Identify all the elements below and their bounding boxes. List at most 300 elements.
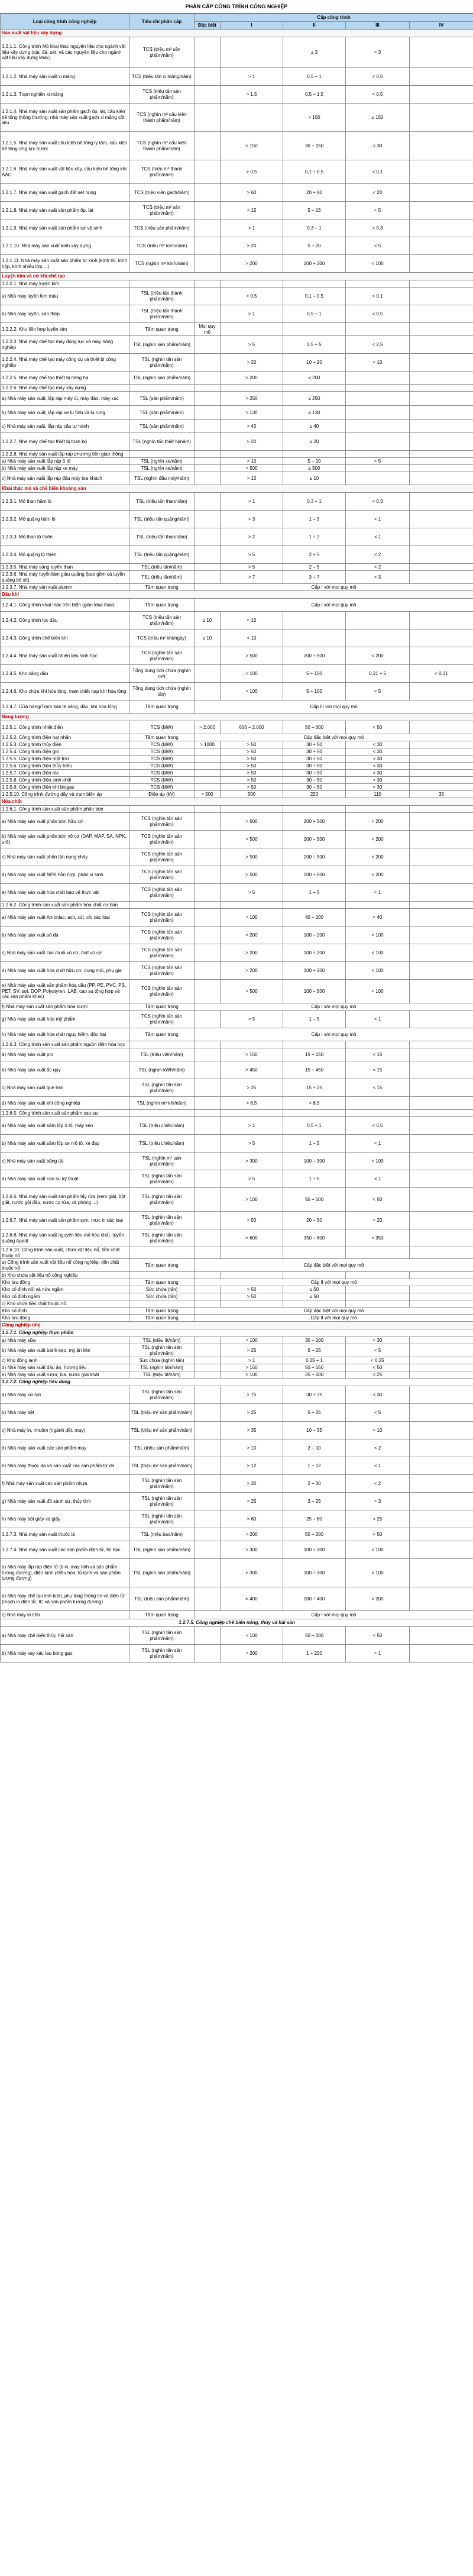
row-type-cell: 1.2.3.4. Mỏ quặng lộ thiên [1, 546, 129, 564]
row-grade-cell: < 200 [346, 1587, 410, 1611]
table-row [1, 1011, 473, 1028]
row-criteria-cell: Tầm quan trọng [129, 701, 195, 714]
row-grade-cell: 30 ÷ 75 [283, 1386, 346, 1404]
row-grade-cell [195, 1135, 221, 1153]
row-grade-cell [410, 1135, 473, 1153]
row-grade-cell [410, 813, 473, 831]
row-type-cell: 1.2.5.1. Công trình nhiệt điện [1, 721, 129, 734]
table-header [1, 14, 473, 30]
row-grade-cell: 30 ÷ 50 [283, 777, 346, 784]
row-grade-cell [195, 280, 221, 288]
row-grade-cell [195, 202, 221, 219]
table-row [1, 927, 473, 944]
row-grade-cell [195, 433, 221, 451]
row-grade-cell [195, 1645, 221, 1663]
table-row [1, 1170, 473, 1188]
row-criteria-cell: TCS (MW) [129, 756, 195, 763]
row-grade-cell [410, 406, 473, 420]
table-row [1, 1541, 473, 1559]
row-grade-cell: 500 [221, 791, 283, 798]
subsection-title: 1.2.7.1. Công nghiệp thực phẩm [1, 1329, 473, 1337]
row-grade-cell: < 5 [346, 683, 410, 701]
row-grade-cell [410, 770, 473, 777]
row-type-cell: c) Kho đông lạnh [1, 1357, 129, 1364]
row-grade-cell: > 200 [221, 1528, 283, 1541]
row-criteria-cell: Tầm quan trọng [129, 1315, 195, 1322]
row-type-cell: h) Nhà máy bột giấy và giấy [1, 1510, 129, 1528]
row-grade-cell: < 0,1 [346, 160, 410, 184]
row-grade-cell: > 300 [221, 1153, 283, 1170]
row-criteria-cell [129, 806, 195, 813]
row-grade-cell: < 30 [346, 1337, 410, 1344]
row-grade-cell: < 20 [346, 1212, 410, 1229]
table-row [1, 493, 473, 511]
row-grade-cell: < 1 [346, 528, 410, 546]
row-grade-cell [410, 280, 473, 288]
row-grade-cell [283, 806, 346, 813]
table-row [1, 1386, 473, 1404]
row-grade-cell: < 5 [346, 237, 410, 255]
row-grade-cell: < 200 [346, 647, 410, 665]
row-grade-cell: > 50 [221, 784, 283, 791]
row-grade-cell: > 25 [221, 1079, 283, 1097]
row-criteria-cell [129, 1247, 195, 1259]
row-grade-cell: < 0,5 [346, 86, 410, 104]
table-row [1, 132, 473, 160]
row-grade-cell: 0,5 ÷ 1,5 [283, 86, 346, 104]
row-grade-cell: > 8,5 [221, 1097, 283, 1110]
table-row [1, 1371, 473, 1379]
row-criteria-cell: TSL (nghìn tấn thiết bị/năm) [129, 433, 195, 451]
row-grade-cell [195, 1117, 221, 1135]
row-grade-cell: > 75 [221, 1386, 283, 1404]
row-grade-cell [195, 1510, 221, 1528]
row-grade-cell [195, 219, 221, 237]
row-grade-cell: ≤ 10 [283, 472, 346, 485]
table-row [1, 1308, 473, 1315]
row-grade-cell: ≤ 40 [283, 420, 346, 433]
classification-table [0, 14, 473, 1663]
row-criteria-cell: TSL (nghìn m² sản phẩm/năm) [129, 1153, 195, 1170]
row-grade-cell: > 5 [221, 1135, 283, 1153]
row-grade-span-cell: Cấp I với mọi quy mô [195, 1611, 473, 1619]
row-type-cell: 1.2.1.2. Nhà máy sản xuất xi măng [1, 68, 129, 86]
row-grade-cell: 3 ÷ 25 [283, 1493, 346, 1510]
row-type-cell: 1.2.1.10. Nhà máy sản xuất kính xây dựng [1, 237, 129, 255]
row-type-cell: Kho cố định nổi và nửa ngầm [1, 1286, 129, 1293]
row-grade-cell [410, 777, 473, 784]
row-grade-cell [410, 1337, 473, 1344]
table-row [1, 564, 473, 571]
row-criteria-cell: TSL (nghìn tấn sản phẩm/năm) [129, 1212, 195, 1229]
row-grade-cell [283, 451, 346, 458]
row-criteria-cell: TSL (triệu tấn quặng/năm) [129, 511, 195, 528]
table-row [1, 354, 473, 372]
table-row [1, 962, 473, 980]
row-grade-cell: < 2,5 [346, 336, 410, 354]
row-grade-cell: 600 ÷ 2.000 [221, 721, 283, 734]
row-grade-cell [195, 372, 221, 385]
table-row [1, 741, 473, 748]
row-grade-cell: > 200 [221, 372, 283, 385]
row-grade-cell [195, 564, 221, 571]
row-grade-cell [410, 1645, 473, 1663]
table-row [1, 451, 473, 458]
row-grade-cell: 25 ÷ 60 [283, 1510, 346, 1528]
row-grade-cell: ≤ 250 [283, 392, 346, 406]
row-grade-cell [410, 1475, 473, 1493]
row-grade-cell: < 0,3 [346, 493, 410, 511]
header-grade-4: IV [410, 22, 473, 30]
row-criteria-cell: TSL (nghìn tấn/năm) [129, 1364, 195, 1371]
row-grade-cell [195, 1422, 221, 1439]
row-type-cell: d) Nhà máy sản xuất dầu ăn, hương liệu [1, 1364, 129, 1371]
row-grade-cell [221, 104, 283, 132]
header-grade-2: II [283, 22, 346, 30]
row-grade-cell [410, 288, 473, 305]
row-grade-cell: > 200 [221, 927, 283, 944]
row-grade-cell: < 50 [346, 1627, 410, 1645]
table-row [1, 1153, 473, 1170]
row-type-cell: 1.2.6.1. Công trình sản xuất sản phẩm phân bón [1, 806, 129, 813]
row-grade-cell: > 2.000 [195, 721, 221, 734]
row-grade-cell: 200 ÷ 500 [283, 848, 346, 866]
row-criteria-cell [129, 451, 195, 458]
row-criteria-cell: TCS (triệu m³ thành phẩm/năm) [129, 160, 195, 184]
row-grade-span-cell: Cấp đặc biệt với mọi quy mô [195, 1259, 473, 1272]
row-grade-cell [410, 1041, 473, 1048]
row-criteria-cell: TSL (nghìn sản phẩm/năm) [129, 1559, 195, 1587]
section-header [1, 485, 473, 493]
row-criteria-cell: TSL (triệu chiếc/năm) [129, 1135, 195, 1153]
row-criteria-cell: TCS (triệu m³ sản phẩm/năm) [129, 37, 195, 68]
row-grade-cell: 1 ÷ 5 [283, 884, 346, 902]
row-grade-cell [221, 1041, 283, 1048]
row-grade-cell: < 50 [346, 1188, 410, 1212]
row-criteria-cell: TCS (nghìn tấn sản phẩm/năm) [129, 647, 195, 665]
row-grade-cell: 30 ÷ 50 [283, 784, 346, 791]
row-grade-cell [410, 160, 473, 184]
row-grade-cell [195, 831, 221, 848]
section-header [1, 30, 473, 37]
row-grade-cell [410, 1422, 473, 1439]
section-title: Năng lượng [1, 714, 473, 721]
row-grade-cell [195, 458, 221, 465]
row-grade-cell: < 40 [346, 909, 410, 927]
row-type-cell: e) Nhà máy sản xuất rượu, bia, nước giải khát [1, 1371, 129, 1379]
row-grade-cell [195, 770, 221, 777]
row-grade-cell [410, 1117, 473, 1135]
row-grade-cell [410, 630, 473, 647]
table-row [1, 528, 473, 546]
row-grade-cell: < 2 [346, 1475, 410, 1493]
row-criteria-cell: TSL (nghìn kWh/năm) [129, 1061, 195, 1079]
row-grade-cell [195, 1300, 221, 1308]
table-row [1, 848, 473, 866]
row-grade-cell: > 40 [221, 420, 283, 433]
row-criteria-cell: TCS (nghìn m² cấu kiện thành phẩm/năm) [129, 104, 195, 132]
row-grade-cell: > 1,5 [221, 86, 283, 104]
row-grade-cell: < 5 [346, 202, 410, 219]
table-row [1, 1272, 473, 1279]
row-grade-cell: < 200 [346, 813, 410, 831]
row-grade-cell: > 5 [221, 1170, 283, 1188]
row-grade-cell: 1 ÷ 5 [283, 1170, 346, 1188]
table-row [1, 571, 473, 584]
row-criteria-cell: TCS (nghìn tấn sản phẩm/năm) [129, 1011, 195, 1028]
row-grade-cell [195, 1212, 221, 1229]
row-criteria-cell: TCS (nghìn m³ cấu kiện thành phẩm/năm) [129, 132, 195, 160]
row-grade-cell [410, 1386, 473, 1404]
row-grade-cell: < 5 [346, 458, 410, 465]
row-grade-cell [410, 132, 473, 160]
row-grade-cell: > 5 [221, 546, 283, 564]
row-criteria-cell: Tầm quan trọng [129, 1003, 195, 1011]
row-grade-cell: 5 ÷ 100 [283, 665, 346, 683]
row-grade-cell: < 10 [221, 630, 283, 647]
row-grade-cell: < 10 [346, 1422, 410, 1439]
row-type-cell: c) Nhà máy in tiền [1, 1611, 129, 1619]
row-criteria-cell: TSL (triệu tấn/năm) [129, 564, 195, 571]
row-criteria-cell: Điện áp (kV) [129, 791, 195, 798]
row-type-cell: e) Nhà máy sản xuất hóa chất bảo vệ thực vật [1, 884, 129, 902]
row-grade-cell [221, 385, 283, 392]
row-grade-cell [346, 806, 410, 813]
row-grade-cell [410, 763, 473, 770]
row-criteria-cell: TCS (nghìn tấn sản phẩm/năm) [129, 866, 195, 884]
row-grade-cell [195, 1247, 221, 1259]
row-grade-cell: > 5 [221, 564, 283, 571]
row-grade-cell [410, 1587, 473, 1611]
row-grade-cell: < 30 [346, 741, 410, 748]
row-grade-cell: > 300 [221, 1541, 283, 1559]
row-type-cell: c) Nhà máy sản xuất, lắp ráp cầu tự hành [1, 420, 129, 433]
row-criteria-cell [129, 1272, 195, 1279]
row-grade-cell [346, 1041, 410, 1048]
row-grade-cell [410, 493, 473, 511]
row-type-cell: c) Nhà máy sản xuất băng tải [1, 1153, 129, 1170]
table-row [1, 160, 473, 184]
row-type-cell: 1.2.5.9. Công trình điện khí biogas [1, 784, 129, 791]
table-row [1, 472, 473, 485]
row-grade-cell [410, 305, 473, 323]
row-grade-cell [221, 902, 283, 909]
row-grade-cell [410, 1364, 473, 1371]
row-grade-cell [195, 288, 221, 305]
row-grade-cell [283, 1272, 346, 1279]
row-grade-cell [283, 385, 346, 392]
row-grade-cell: < 50 [346, 721, 410, 734]
row-grade-cell [346, 451, 410, 458]
row-grade-cell [195, 1170, 221, 1188]
row-grade-cell: > 50 [221, 777, 283, 784]
row-grade-cell: < 1 [346, 1457, 410, 1475]
row-criteria-cell: TSL (nghìn tấn sản phẩm/năm) [129, 1229, 195, 1247]
row-type-cell: b) Nhà máy xay xát, lau bóng gạo [1, 1645, 129, 1663]
row-criteria-cell: Tầm quan trọng [129, 734, 195, 741]
row-type-cell: 1.2.5.3. Công trình thủy điện [1, 741, 129, 748]
row-grade-cell: > 60 [221, 1510, 283, 1528]
row-grade-cell: 40 ÷ 100 [283, 909, 346, 927]
row-grade-cell: > 25 [221, 1344, 283, 1357]
row-type-cell: a) Nhà máy luyện kim màu [1, 288, 129, 305]
row-type-cell: 1.2.1.5. Nhà máy sản xuất cấu kiện bê tông ly tâm, cấu kiện bê tông ứng lực trước [1, 132, 129, 160]
row-grade-cell: > 500 [221, 980, 283, 1003]
row-type-cell: e) Nhà máy thuộc da và sản xuất các sản phẩm từ da [1, 1457, 129, 1475]
row-criteria-cell: TSL (nghìn tấn sản phẩm/năm) [129, 1510, 195, 1528]
row-criteria-cell: TSL (sản phẩm/năm) [129, 392, 195, 406]
row-grade-cell: > 100 [221, 1188, 283, 1212]
row-grade-cell [195, 1371, 221, 1379]
table-row [1, 219, 473, 237]
row-type-cell: Kho lưu động [1, 1315, 129, 1322]
row-type-cell: d) Nhà máy sản xuất các sản phẩm may [1, 1439, 129, 1457]
row-grade-cell [410, 472, 473, 485]
row-grade-cell: 200 ÷ 500 [283, 866, 346, 884]
row-grade-cell [283, 902, 346, 909]
row-type-cell: a) Nhà máy sản xuất phân bón hữu cơ [1, 813, 129, 831]
row-grade-cell [346, 323, 410, 336]
row-grade-cell [346, 372, 410, 385]
row-grade-cell: < 0,5 [346, 305, 410, 323]
row-criteria-cell: TCS (MW) [129, 784, 195, 791]
row-criteria-cell: TSL (triệu tấn thành phẩm/năm) [129, 305, 195, 323]
row-criteria-cell: TCS (triệu tấn xi măng/năm) [129, 68, 195, 86]
row-grade-cell: 5 ÷ 25 [283, 1404, 346, 1422]
table-row [1, 944, 473, 962]
row-grade-cell [195, 160, 221, 184]
row-grade-cell [195, 784, 221, 791]
row-grade-cell: > 200 [221, 962, 283, 980]
row-type-cell: d) Nhà máy sản xuất cao su kỹ thuật [1, 1170, 129, 1188]
row-type-cell: 1.2.2.8. Nhà máy sản xuất lắp ráp phương tiện giao thông [1, 451, 129, 458]
row-grade-cell: < 200 [346, 848, 410, 866]
row-grade-cell [195, 1364, 221, 1371]
table-row [1, 406, 473, 420]
row-grade-cell [283, 1110, 346, 1117]
row-grade-cell [195, 472, 221, 485]
row-grade-cell: > 10 [221, 472, 283, 485]
row-grade-cell [410, 1493, 473, 1510]
row-grade-cell [346, 1300, 410, 1308]
row-grade-cell: > 25 [221, 1493, 283, 1510]
row-grade-cell [195, 184, 221, 202]
row-criteria-cell: TSL (nghìn m³ khí/năm) [129, 1097, 195, 1110]
row-criteria-cell: TSL (nghìn sản phẩm/năm) [129, 336, 195, 354]
row-grade-cell [410, 902, 473, 909]
row-grade-cell: 25 ÷ 100 [283, 1371, 346, 1379]
row-criteria-cell: TSL (triệu lít/năm) [129, 1337, 195, 1344]
row-type-cell: b) Nhà máy chế tạo linh kiện, phụ tùng thông tin và điện tử (mạch in điện tử, IC và sản phẩm tương đương) [1, 1587, 129, 1611]
row-grade-cell [195, 1286, 221, 1293]
row-grade-span-cell: Cấp I với mọi quy mô [195, 584, 473, 591]
table-row [1, 1364, 473, 1371]
row-criteria-cell: TCS (triệu viên gạch/năm) [129, 184, 195, 202]
row-grade-cell: 1 ÷ 3 [283, 511, 346, 528]
row-grade-cell: 0,1 ÷ 0,5 [283, 288, 346, 305]
row-type-cell: 1.2.6.5. Công trình sản xuất sản phẩm cao su: [1, 1110, 129, 1117]
row-grade-cell [195, 1337, 221, 1344]
table-row [1, 701, 473, 714]
row-grade-cell: > 100 [221, 909, 283, 927]
row-criteria-cell: TSL (triệu m² sản phẩm/năm) [129, 1422, 195, 1439]
row-grade-cell: ≤ 130 [283, 406, 346, 420]
row-criteria-cell: Tầm quan trọng [129, 1279, 195, 1286]
row-criteria-cell: TSL (triệu tấn thành phẩm/năm) [129, 288, 195, 305]
row-criteria-cell: TCS (nghìn tấn sản phẩm/năm) [129, 884, 195, 902]
row-grade-cell [195, 86, 221, 104]
row-grade-cell [195, 511, 221, 528]
row-grade-cell [195, 756, 221, 763]
table-row [1, 458, 473, 465]
row-grade-cell [195, 1048, 221, 1061]
row-grade-cell: > 500 [195, 791, 221, 798]
row-grade-span-cell: Cấp III với mọi quy mô [195, 701, 473, 714]
row-criteria-cell: TSL (nghìn tấn sản phẩm/năm) [129, 1645, 195, 1663]
row-grade-cell [346, 385, 410, 392]
row-grade-cell [410, 1048, 473, 1061]
row-criteria-cell [129, 280, 195, 288]
row-grade-cell: 1 ÷ 5 [283, 1011, 346, 1028]
row-grade-cell [195, 1386, 221, 1404]
row-grade-cell: > 50 [221, 1286, 283, 1293]
row-type-cell: 1.2.2.3. Nhà máy chế tạo máy động lực và máy nông nghiệp [1, 336, 129, 354]
row-grade-cell: > 100 [221, 1337, 283, 1344]
section-title: Hóa chất [1, 798, 473, 806]
row-grade-cell: 100 ÷ 200 [283, 255, 346, 273]
row-criteria-cell: TSL (triệu m² sản phẩm/năm) [129, 1404, 195, 1422]
row-grade-cell: < 0,25 [346, 1357, 410, 1364]
row-grade-cell [410, 909, 473, 927]
row-grade-cell: < 10 [346, 354, 410, 372]
row-grade-cell [346, 1110, 410, 1117]
row-grade-cell [195, 1541, 221, 1559]
row-grade-cell: > 50 [221, 741, 283, 748]
table-row [1, 1135, 473, 1153]
row-grade-cell [410, 848, 473, 866]
row-grade-cell: < 100 [346, 255, 410, 273]
row-grade-cell [195, 1457, 221, 1475]
row-grade-cell: > 500 [221, 813, 283, 831]
table-row [1, 1422, 473, 1439]
row-grade-cell [410, 980, 473, 1003]
row-grade-cell [195, 255, 221, 273]
row-grade-cell [410, 1357, 473, 1364]
table-row [1, 385, 473, 392]
row-type-cell: 1.2.7.3. Nhà máy sản xuất thuốc lá [1, 1528, 129, 1541]
row-grade-cell [410, 68, 473, 86]
row-grade-cell: > 5 [221, 884, 283, 902]
row-type-cell: 1.2.5.8. Công trình điện sinh khối [1, 777, 129, 784]
row-criteria-cell: TCS (nghìn tấn sản phẩm/năm) [129, 909, 195, 927]
row-grade-cell: 30 ÷ 150 [283, 132, 346, 160]
header-grade-1: I [221, 22, 283, 30]
table-row [1, 1188, 473, 1212]
row-grade-cell [195, 1110, 221, 1117]
row-grade-cell: > 5 [221, 336, 283, 354]
row-grade-cell: < 5 [346, 1404, 410, 1422]
row-grade-cell [195, 962, 221, 980]
row-grade-cell: < 25 [346, 1510, 410, 1528]
row-grade-cell: > 20 [221, 237, 283, 255]
row-grade-cell: > 150 [283, 104, 346, 132]
row-grade-cell: 0,5 ÷ 1 [283, 1117, 346, 1135]
row-grade-cell [195, 493, 221, 511]
table-row [1, 280, 473, 288]
row-grade-cell [410, 1528, 473, 1541]
row-grade-cell: 0,21 ÷ 5 [346, 665, 410, 683]
row-grade-cell [410, 1110, 473, 1117]
